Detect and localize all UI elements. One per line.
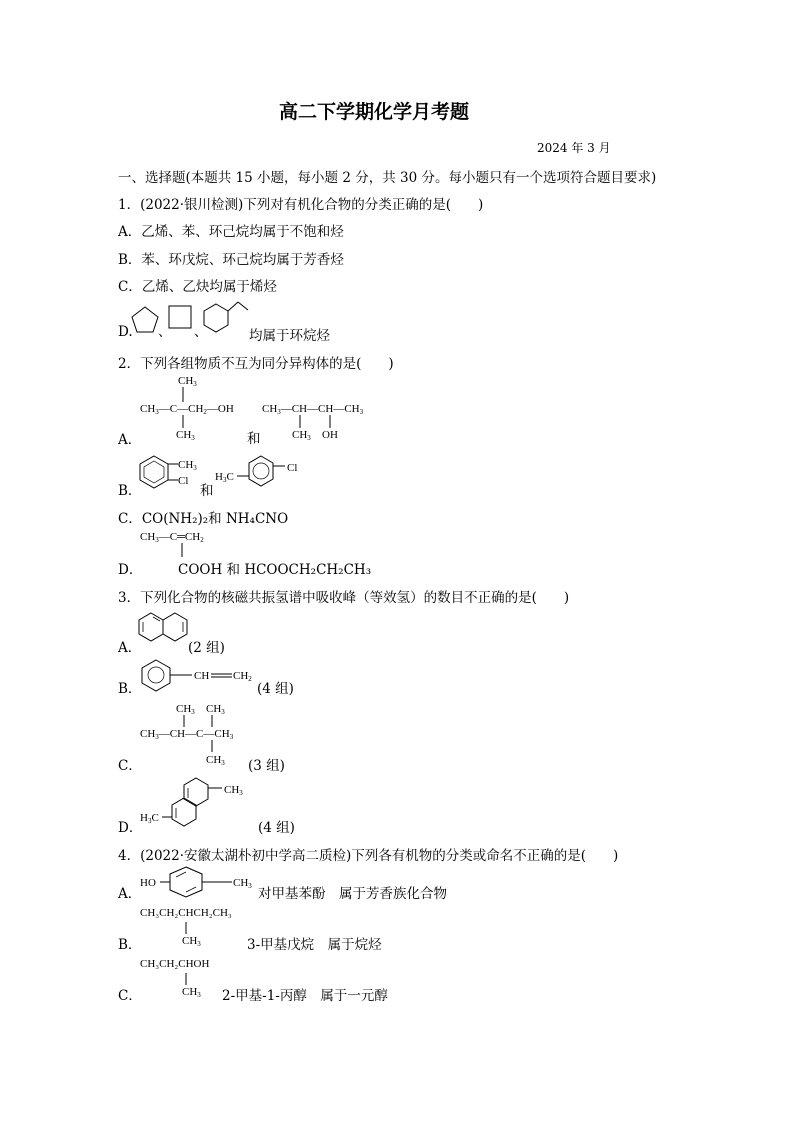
svg-text:CH: CH	[194, 670, 210, 682]
svg-text:CH3: CH3	[182, 935, 201, 948]
q2-option-c: C．CO(NH₂)₂和 NH₄CNO	[118, 511, 289, 527]
q4-option-a-label: A．	[118, 886, 142, 902]
q1-option-b: B．苯、环戊烷、环己烷均属于芳香烃	[118, 252, 344, 268]
q1-option-c: C．乙烯、乙炔均属于烯烃	[118, 279, 277, 295]
exam-date: 2024 年 3 月	[537, 141, 611, 155]
q2-option-a-and: 和	[247, 431, 261, 447]
q2-option-d-formula: COOH 和 HCOOCH₂CH₂CH₃	[178, 562, 372, 578]
q3-option-c-label: C．	[118, 758, 142, 774]
q2-a1-ch3-top: CH3	[178, 375, 197, 388]
svg-text:Cl: Cl	[178, 475, 189, 487]
q2-d-top: CH3—C═CH2	[140, 531, 204, 544]
q1-option-a: A．乙烯、苯、环己烷均属于不饱和烃	[118, 224, 344, 240]
q3-option-b-note: (4 组)	[257, 681, 294, 697]
q3-b-styrene	[140, 658, 262, 692]
q3-option-b-label: B．	[118, 681, 142, 697]
q2-option-d-label: D．	[118, 562, 143, 578]
q3-a-naphthalene	[138, 611, 190, 651]
q2-b1-chlorotoluene	[136, 453, 206, 495]
q2-a2-ch3: CH3	[292, 429, 311, 442]
q4-b-branch	[140, 920, 220, 948]
q2-a2-chain: CH3—CH—CH—CH3	[262, 403, 364, 416]
q4-option-c-text: 2-甲基-1-丙醇 属于一元醇	[222, 988, 388, 1004]
q4-option-b-label: B．	[118, 937, 142, 953]
svg-text:CH3: CH3	[206, 754, 225, 767]
svg-text:CH3—CH—C—CH3: CH3—CH—C—CH3	[140, 728, 234, 741]
q3-c-structure	[140, 700, 260, 768]
svg-text:CH3: CH3	[206, 703, 225, 716]
q3-option-a-note: (2 组)	[188, 640, 225, 656]
q2-option-b-and: 和	[200, 483, 214, 499]
svg-text:CH3: CH3	[233, 877, 252, 890]
q2-a1-ch3-bottom: CH3	[176, 429, 195, 442]
q4-option-a-text: 对甲基苯酚 属于芳香族化合物	[258, 886, 447, 902]
svg-text:CH3: CH3	[176, 703, 195, 716]
q1-option-d-text: 均属于环烷烃	[249, 328, 330, 344]
svg-text:CH3: CH3	[182, 986, 201, 999]
q2-a1-chain: CH3—C—CH2—OH	[140, 403, 234, 416]
q2-b2-p-chlorotoluene	[215, 452, 315, 496]
q3-d-dimethylnaphthalene	[140, 776, 270, 832]
svg-text:H3C: H3C	[215, 471, 234, 484]
q4-option-b-text: 3-甲基戊烷 属于烷烃	[247, 937, 382, 953]
q1-d-cyclopentane	[130, 306, 160, 334]
q1-option-d-label: D.	[118, 324, 133, 340]
q4-c-top-formula: CH₃CH₂CHOH	[140, 958, 210, 970]
svg-text:CH3: CH3	[178, 459, 197, 472]
q4-stem: 4．(2022·安徽太湖朴初中学高二质检)下列各有机物的分类或命名不正确的是( )	[118, 848, 619, 864]
q4-b-top-formula: CH₃CH₂CHCH₂CH₃	[140, 907, 232, 919]
q4-a-p-cresol	[140, 864, 258, 900]
svg-text:CH3: CH3	[224, 784, 243, 797]
q2-stem: 2．下列各组物质不互为同分异构体的是( )	[118, 356, 394, 372]
q1-d-separator-2: 、	[194, 324, 208, 340]
q4-option-c-label: C．	[118, 988, 142, 1004]
svg-text:HO: HO	[140, 877, 156, 889]
q4-c-branch	[140, 971, 220, 999]
q3-option-a-label: A．	[118, 640, 142, 656]
svg-text:Cl: Cl	[287, 462, 298, 474]
section-heading: 一、选择题(本题共 15 小题，每小题 2 分，共 30 分。每小题只有一个选项符合题目要求)	[118, 170, 657, 186]
svg-text:CH2: CH2	[233, 670, 252, 683]
q1-d-ethylcyclohexane	[202, 298, 250, 334]
q2-option-b-label: B．	[118, 483, 142, 499]
q1-d-cyclobutane	[168, 305, 194, 331]
q2-a2-oh: OH	[322, 429, 338, 441]
q1-stem: 1．(2022·银川检测)下列对有机化合物的分类正确的是( )	[118, 197, 484, 213]
q1-d-separator: 、	[158, 324, 172, 340]
svg-text:H3C: H3C	[140, 812, 159, 825]
q3-stem: 3．下列化合物的核磁共振氢谱中吸收峰（等效氢）的数目不正确的是( )	[118, 590, 570, 606]
q3-option-d-label: D．	[118, 820, 143, 836]
page-title: 高二下学期化学月考题	[279, 101, 470, 123]
q3-option-c-note: (3 组)	[248, 758, 285, 774]
q2-option-a-label: A．	[118, 432, 142, 448]
q3-option-d-note: (4 组)	[258, 820, 295, 836]
